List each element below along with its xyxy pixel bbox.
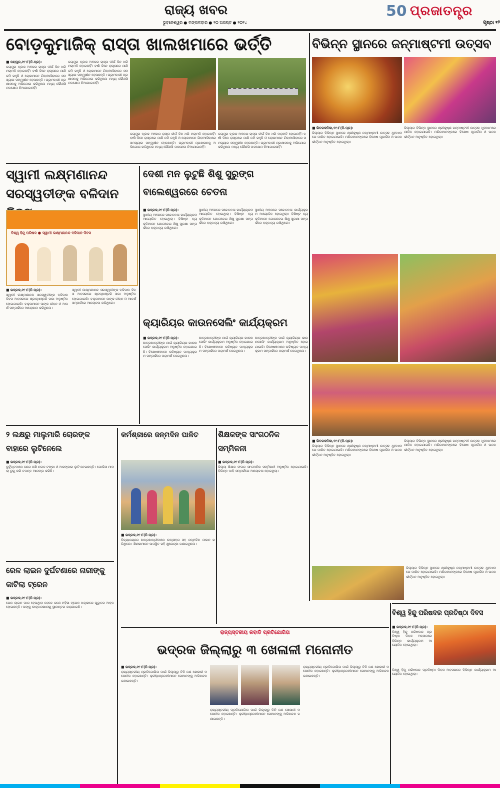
vhp-headline: ବିଶ୍ୱ ହିନ୍ଦୁ ପରିଷଦର ପ୍ରତିଷ୍ଠା ଦିବସ <box>392 610 484 617</box>
road-photo-2 <box>218 58 306 130</box>
vhp-photo <box>434 625 496 665</box>
vhp-top-rule <box>392 603 496 604</box>
mango-body-col2: ସ୍ଥାନୀୟ ଅଞ୍ଚଳରେ ସଚେତନତା କାର୍ଯ୍ୟକ୍ରମ ଆୟୋଜିତ ହୋଇଥିଲା। ବିଶିଷ୍ଟ ବ୍ୟକ୍ତିମାନେ ଯୋଗଦେଇ ଶିଶୁ ସୁରକ୍ଷା ସମ୍ପର୍କରେ ବକ୍ତବ୍ୟ ରଖିଥିଲେ। <box>199 208 253 225</box>
sports-body-col2: ରାଜ୍ୟସ୍ତରୀୟ ପ୍ରତିଯୋଗିତା ପାଇଁ ଜିଲ୍ଲାରୁ ତିନି ଜଣ ଖେଳାଳୀ ମନୋନୀତ ହୋଇଛନ୍ତି। କ୍ରୀଡ଼ାପ୍ରେମୀମାନେ ସେମାନଙ୍କୁ ଅଭିନନ୍ଦନ ଜଣାଇଛନ୍ତି। <box>210 708 300 721</box>
career-byline: ■ ଭଦ୍ରକ,୧୯।୮(ନି.ପ୍ର): <box>143 336 179 340</box>
karma-byline: ■ ଭଦ୍ରକ,୧୯।୮(ନି.ପ୍ର): <box>121 533 157 537</box>
teachers-divider <box>216 428 217 624</box>
mid-rule <box>6 425 308 426</box>
janmashtami-byline-2: ■ ଭିତରକନିକା,୧୯।୮(ନି.ପ୍ର): <box>312 439 354 443</box>
crime-headline: ୨ ଲକ୍ଷରୁ ମାଲୁମାରି ଚୋରଙ୍କ ବାହାରେ ଲୁଟିନେଲେ <box>6 430 90 453</box>
mango-headline: ଦେଶୀ ମନ ଲୁଟୁଛି ଶିଶୁ ସୁରୁଙ୍ଗ ବାଲେଶ୍ୱରରେ ଚେତନା <box>143 169 254 198</box>
teachers-headline: ଶିକ୍ଷକଙ୍କ ସାଂଗଠନିକ ସମ୍ମିଳନୀ <box>218 430 280 453</box>
masthead-rule <box>4 29 496 31</box>
swami-body-col1: ସ୍ୱାମୀ ଲକ୍ଷ୍ମଣାନନ୍ଦ ସରସ୍ୱତୀଙ୍କ ବଳିଦାନ ଦିବସ ଅବସରରେ ଶ୍ରଦ୍ଧାଞ୍ଜଳି ସଭା ଅନୁଷ୍ଠିତ ହୋଇଯାଇଛି। ବକ୍ତାମାନେ ତାଙ୍କ ଜୀବନ ଓ ଆଦର୍ଶ ସମ୍ପର୍କରେ ଆଲୋଚନା କରିଥିଲେ। <box>6 293 68 310</box>
sports-byline: ■ ଭଦ୍ରକ,୧୯।୮(ନି.ପ୍ର): <box>121 665 157 669</box>
janmashtami-photo-2 <box>404 57 496 123</box>
anniversary-logo: 50 <box>386 2 407 20</box>
masthead <box>0 0 500 30</box>
left-bottom-divider <box>117 428 118 784</box>
teachers-byline: ■ ଭଦ୍ରକ,୧୯।୮(ନି.ପ୍ର): <box>218 460 254 464</box>
road-body-col4: ଜୟପୁର ବ୍ଲକ ଅଞ୍ଚଳର ରାସ୍ତା ଦୀର୍ଘ ଦିନ ଧରି ମରାମତି ହୋଇନାହିଁ। ବର୍ଷା ଦିନେ ରାସ୍ତାରେ ପାଣି ଜମି ରହୁଛି ଓ ଲୋକମାନେ ଯିବାଆସିବାରେ ସମସ୍ୟାର ସମ୍ମୁଖୀନ ହେଉଛନ୍ତି। ଗ୍ରାମବାସୀ ପ୍ରଶାସନକୁ ଅଭିଯୋଗ କରିଥିଲେ ମଧ୍ୟ କୌଣସି ପଦକ୍ଷେପ ନିଆଯାଇନାହିଁ। <box>218 132 306 149</box>
road-photo <box>130 58 216 130</box>
sports-headline: ଭଦ୍ରକ ଜିଲ୍ଲାରୁ ୩ ଖେଳାଳୀ ମନୋନୀତ <box>157 643 353 658</box>
registration-bar <box>0 784 500 788</box>
road-byline: ■ ଜୟପୁର,୧୯।୮(ନି.ପ୍ର): <box>6 60 42 64</box>
sports-top-rule <box>121 627 389 628</box>
brand-logo: ପ୍ରଜାତନ୍ତ୍ର <box>410 4 473 19</box>
swami-divider <box>139 166 140 424</box>
swami-body-col2: ସ୍ୱାମୀ ଲକ୍ଷ୍ମଣାନନ୍ଦ ସରସ୍ୱତୀଙ୍କ ବଳିଦାନ ଦିବସ ଅବସରରେ ଶ୍ରଦ୍ଧାଞ୍ଜଳି ସଭା ଅନୁଷ୍ଠିତ ହୋଇଯାଇଛି। ବକ୍ତାମାନେ ତାଙ୍କ ଜୀବନ ଓ ଆଦର୍ଶ ସମ୍ପର୍କରେ ଆଲୋଚନା କରିଥିଲେ। <box>72 288 136 305</box>
karma-body: ବିଦ୍ୟାଳୟରେ ଛାତ୍ରଛାତ୍ରୀମାନେ ଉତ୍ସାହର ସହ ଜନ୍ମଦିନ ପାଳନ କରିଥିଲେ। ଶିକ୍ଷକମାନେ ଉପସ୍ଥିତ ରହି ଶୁଭେଚ୍ଛା ଜଣାଇଥିଲେ। <box>121 538 215 547</box>
career-headline: କ୍ୟାରିୟର କାଉନସେଲିଂ କାର୍ଯ୍ୟକ୍ରମ <box>143 318 288 329</box>
vhp-body-col1: ବିଶ୍ୱ ହିନ୍ଦୁ ପରିଷଦର ପ୍ରତିଷ୍ଠା ଦିବସ ଅବସରରେ ବିଭିନ୍ନ କାର୍ଯ୍ୟକ୍ରମ ଆୟୋଜିତ ହୋଇଥିଲା। <box>392 630 432 647</box>
swami-byline: ■ ଭଦ୍ରକ,୧୯।୮(ନି.ପ୍ର): <box>6 288 42 292</box>
crime-byline: ■ ଭଦ୍ରକ,୧୯।୮(ନି.ପ୍ର): <box>6 460 42 464</box>
sports-kicker: ରାଜ୍ୟସ୍ତରୀୟ କବାଡି ପ୍ରତିଯୋଗିତା <box>220 630 290 636</box>
janmashtami-photo-4 <box>400 254 496 362</box>
right-column-divider <box>309 33 310 601</box>
career-body-col1: ଛାତ୍ରଛାତ୍ରୀଙ୍କ ପାଇଁ କ୍ୟାରିୟର କାଉନସେଲିଂ କାର୍ଯ୍ୟକ୍ରମ ଅନୁଷ୍ଠିତ ହୋଇଯାଇଛି। ବିଶେଷଜ୍ଞମାନେ ଭବିଷ୍ୟତ ପାଠ୍ୟକ୍ରମ ସମ୍ପର୍କରେ ପରାମର୍ଶ ଦେଇଥିଲେ। <box>143 341 197 358</box>
janmashtami-headline: ବିଭିନ୍ନ ସ୍ଥାନରେ ଜନ୍ମାଷ୍ଟମୀ ଉତ୍ସବ <box>312 36 492 51</box>
janmashtami-byline: ■ ଭିତରକନିକା,୧୯।୮(ନି.ପ୍ର): <box>312 126 354 130</box>
sports-body-col3: ରାଜ୍ୟସ୍ତରୀୟ ପ୍ରତିଯୋଗିତା ପାଇଁ ଜିଲ୍ଲାରୁ ତିନି ଜଣ ଖେଳାଳୀ ମନୋନୀତ ହୋଇଛନ୍ତି। କ୍ରୀଡ଼ାପ୍ରେମୀମାନେ ସେମାନଙ୍କୁ ଅଭିନନ୍ଦନ ଜଣାଇଛନ୍ତି। <box>303 665 389 678</box>
page-number: ପୃଷ୍ଠା ୧୨ <box>483 21 500 26</box>
vhp-body-col2: ବିଶ୍ୱ ହିନ୍ଦୁ ପରିଷଦର ପ୍ରତିଷ୍ଠା ଦିବସ ଅବସରରେ ବିଭିନ୍ନ କାର୍ଯ୍ୟକ୍ରମ ଆୟୋଜିତ ହୋଇଥିଲା। <box>392 668 496 677</box>
rail-byline: ■ ଭଦ୍ରକ,୧୯।୮(ନି.ପ୍ର): <box>6 596 42 600</box>
karma-photo <box>121 460 215 530</box>
swami-banner-photo <box>6 210 138 286</box>
janmashtami-body-col5: ଜିଲ୍ଲାର ବିଭିନ୍ନ ସ୍ଥାନରେ ଶ୍ରୀକୃଷ୍ଣ ଜନ୍ମାଷ୍ଟମୀ ଉତ୍ସବ ଧୁମଧାମରେ ପାଳିତ ହୋଇଯାଇଛି। ମନ୍ଦିରମାନଙ୍କରେ ବିଶେଷ ପୂଜାର୍ଚ୍ଚନା ଓ ଭଜନ କୀର୍ତ୍ତନ ଅନୁଷ୍ଠିତ ହୋଇଥିଲା। <box>406 566 496 579</box>
crime-body: ଦୁର୍ବୃତ୍ତମାନେ ଘରେ ପଶି ନଗଦ ଟଙ୍କା ଓ ଅଳଙ୍କାର ଲୁଟି ନେଇଛନ୍ତି। ପୋଲିସ ମାମଲା ରୁଜୁ କରି ତଦନ୍ତ ଆରମ୍ଭ କରିଛି। <box>6 465 114 474</box>
career-body-col3: ଛାତ୍ରଛାତ୍ରୀଙ୍କ ପାଇଁ କ୍ୟାରିୟର କାଉନସେଲିଂ କାର୍ଯ୍ୟକ୍ରମ ଅନୁଷ୍ଠିତ ହୋଇଯାଇଛି। ବିଶେଷଜ୍ଞମାନେ ଭବିଷ୍ୟତ ପାଠ୍ୟକ୍ରମ ସମ୍ପର୍କରେ ପରାମର୍ଶ ଦେଇଥିଲେ। <box>255 336 308 353</box>
swami-banner-text: ବିଶ୍ୱ ହିନ୍ଦୁ ପରିଷଦ ● ସ୍ୱାମୀ ଲକ୍ଷ୍ମଣାନନ୍ଦ ବଳିଦାନ ଦିବସ <box>11 231 91 235</box>
karma-headline: କର୍ମଶ୍ରୀରେ ଜନ୍ମଦିନ ପାଳିତ <box>121 431 199 439</box>
mango-byline: ■ ଭଦ୍ରକ,୧୯।୮(ନି.ପ୍ର): <box>143 208 179 212</box>
janmashtami-photo-1 <box>312 57 402 123</box>
janmashtami-body-col2: ଜିଲ୍ଲାର ବିଭିନ୍ନ ସ୍ଥାନରେ ଶ୍ରୀକୃଷ୍ଣ ଜନ୍ମାଷ୍ଟମୀ ଉତ୍ସବ ଧୁମଧାମରେ ପାଳିତ ହୋଇଯାଇଛି। ମନ୍ଦିରମାନଙ୍କରେ ବିଶେଷ ପୂଜାର୍ଚ୍ଚନା ଓ ଭଜନ କୀର୍ତ୍ତନ ଅନୁଷ୍ଠିତ ହୋଇଥିଲା। <box>404 126 496 139</box>
sports-body-col1: ରାଜ୍ୟସ୍ତରୀୟ ପ୍ରତିଯୋଗିତା ପାଇଁ ଜିଲ୍ଲାରୁ ତିନି ଜଣ ଖେଳାଳୀ ମନୋନୀତ ହୋଇଛନ୍ତି। କ୍ରୀଡ଼ାପ୍ରେମୀମାନେ ସେମାନଙ୍କୁ ଅଭିନନ୍ଦନ ଜଣାଇଛନ୍ତି। <box>121 670 207 683</box>
rail-headline: ରେଳ ଲାଇନ ଦୁର୍ଘଟଣାରେ ନାରୀଙ୍କୁ କାଟିଲା ଟ୍ରେନ <box>6 566 105 589</box>
section-title: ରାଜ୍ୟ ଖବର <box>164 3 228 18</box>
sports-player-photo-1 <box>210 665 238 705</box>
mango-body-col1: ସ୍ଥାନୀୟ ଅଞ୍ଚଳରେ ସଚେତନତା କାର୍ଯ୍ୟକ୍ରମ ଆୟୋଜିତ ହୋଇଥିଲା। ବିଶିଷ୍ଟ ବ୍ୟକ୍ତିମାନେ ଯୋଗଦେଇ ଶିଶୁ ସୁରକ୍ଷା ସମ୍ପର୍କରେ ବକ୍ତବ୍ୟ ରଖିଥିଲେ। <box>143 213 197 230</box>
vhp-divider <box>390 603 391 784</box>
road-body-col3: ଜୟପୁର ବ୍ଲକ ଅଞ୍ଚଳର ରାସ୍ତା ଦୀର୍ଘ ଦିନ ଧରି ମରାମତି ହୋଇନାହିଁ। ବର୍ଷା ଦିନେ ରାସ୍ତାରେ ପାଣି ଜମି ରହୁଛି ଓ ଲୋକମାନେ ଯିବାଆସିବାରେ ସମସ୍ୟାର ସମ୍ମୁଖୀନ ହେଉଛନ୍ତି। ଗ୍ରାମବାସୀ ପ୍ରଶାସନକୁ ଅଭିଯୋଗ କରିଥିଲେ ମଧ୍ୟ କୌଣସି ପଦକ୍ଷେପ ନିଆଯାଇନାହିଁ। <box>130 132 216 149</box>
crime-rule <box>6 561 114 562</box>
career-body-col2: ଛାତ୍ରଛାତ୍ରୀଙ୍କ ପାଇଁ କ୍ୟାରିୟର କାଉନସେଲିଂ କାର୍ଯ୍ୟକ୍ରମ ଅନୁଷ୍ଠିତ ହୋଇଯାଇଛି। ବିଶେଷଜ୍ଞମାନେ ଭବିଷ୍ୟତ ପାଠ୍ୟକ୍ରମ ସମ୍ପର୍କରେ ପରାମର୍ଶ ଦେଇଥିଲେ। <box>199 336 253 353</box>
janmashtami-photo-3 <box>312 254 398 362</box>
teachers-body: ଜିଲ୍ଲା ଶିକ୍ଷକ ସଂଘର ସାଂଗଠନିକ ସମ୍ମିଳନୀ ଅନୁଷ୍ଠିତ ହୋଇଯାଇଛି। ବିଭିନ୍ନ ଦାବି ସମ୍ପର୍କରେ ଆଲୋଚନା ହୋଇଥିଲା। <box>218 465 308 474</box>
swami-headline-line1: ସ୍ୱାମୀ ଲକ୍ଷ୍ମଣାନନ୍ଦ ସରସ୍ୱତୀଙ୍କ ବଳିଦାନ <box>6 168 119 202</box>
janmashtami-body-col1: ଜିଲ୍ଲାର ବିଭିନ୍ନ ସ୍ଥାନରେ ଶ୍ରୀକୃଷ୍ଣ ଜନ୍ମାଷ୍ଟମୀ ଉତ୍ସବ ଧୁମଧାମରେ ପାଳିତ ହୋଇଯାଇଛି। ମନ୍ଦିରମାନଙ୍କରେ ବିଶେଷ ପୂଜାର୍ଚ୍ଚନା ଓ ଭଜନ କୀର୍ତ୍ତନ ଅନୁଷ୍ଠିତ ହୋଇଥିଲା। <box>312 131 402 144</box>
janmashtami-body-col4: ଜିଲ୍ଲାର ବିଭିନ୍ନ ସ୍ଥାନରେ ଶ୍ରୀକୃଷ୍ଣ ଜନ୍ମାଷ୍ଟମୀ ଉତ୍ସବ ଧୁମଧାମରେ ପାଳିତ ହୋଇଯାଇଛି। ମନ୍ଦିରମାନଙ୍କରେ ବିଶେଷ ପୂଜାର୍ଚ୍ଚନା ଓ ଭଜନ କୀର୍ତ୍ତନ ଅନୁଷ୍ଠିତ ହୋଇଥିଲା। <box>404 439 496 452</box>
mango-body-col3: ସ୍ଥାନୀୟ ଅଞ୍ଚଳରେ ସଚେତନତା କାର୍ଯ୍ୟକ୍ରମ ଆୟୋଜିତ ହୋଇଥିଲା। ବିଶିଷ୍ଟ ବ୍ୟକ୍ତିମାନେ ଯୋଗଦେଇ ଶିଶୁ ସୁରକ୍ଷା ସମ୍ପର୍କରେ ବକ୍ତବ୍ୟ ରଖିଥିଲେ। <box>255 208 308 225</box>
sports-player-photo-3 <box>272 665 300 705</box>
vhp-byline: ■ ଭଦ୍ରକ,୧୯।୮(ନି.ପ୍ର): <box>392 625 428 629</box>
road-headline: ବୋଡ଼କୁମାଜିକ୍ ରାସ୍ତା ଖାଲଖମାରେ ଭର୍ତ୍ତି <box>6 35 272 55</box>
road-rule <box>6 163 308 164</box>
road-body-col2: ଜୟପୁର ବ୍ଲକ ଅଞ୍ଚଳର ରାସ୍ତା ଦୀର୍ଘ ଦିନ ଧରି ମରାମତି ହୋଇନାହିଁ। ବର୍ଷା ଦିନେ ରାସ୍ତାରେ ପାଣି ଜମି ରହୁଛି ଓ ଲୋକମାନେ ଯିବାଆସିବାରେ ସମସ୍ୟାର ସମ୍ମୁଖୀନ ହେଉଛନ୍ତି। ଗ୍ରାମବାସୀ ପ୍ରଶାସନକୁ ଅଭିଯୋଗ କରିଥିଲେ ମଧ୍ୟ କୌଣସି ପଦକ୍ଷେପ ନିଆଯାଇନାହିଁ। <box>68 60 128 86</box>
rail-body: ରେଳ ଲାଇନ ପାର ହେଉଥିବା ବେଳେ ଜଣେ ମହିଳା ଟ୍ରେନ ଧକ୍କାରେ ଗୁରୁତର ଆହତ ହୋଇଛନ୍ତି। ତାଙ୍କୁ ଡାକ୍ତରଖାନାକୁ ସ୍ଥାନାନ୍ତର କରାଯାଇଛି। <box>6 601 114 610</box>
dateline: ଭୁବନେଶ୍ୱର ● ମଙ୍ଗଳବାର ● ୨୦ ଅଗଷ୍ଟ ● ୨୦୨୪ <box>162 20 248 25</box>
janmashtami-photo-5 <box>312 364 496 436</box>
sports-player-photo-2 <box>241 665 269 705</box>
janmashtami-body-col3: ଜିଲ୍ଲାର ବିଭିନ୍ନ ସ୍ଥାନରେ ଶ୍ରୀକୃଷ୍ଣ ଜନ୍ମାଷ୍ଟମୀ ଉତ୍ସବ ଧୁମଧାମରେ ପାଳିତ ହୋଇଯାଇଛି। ମନ୍ଦିରମାନଙ୍କରେ ବିଶେଷ ପୂଜାର୍ଚ୍ଚନା ଓ ଭଜନ କୀର୍ତ୍ତନ ଅନୁଷ୍ଠିତ ହୋଇଥିଲା। <box>312 444 402 457</box>
janmashtami-photo-6 <box>312 566 404 600</box>
road-body-col1: ଜୟପୁର ବ୍ଲକ ଅଞ୍ଚଳର ରାସ୍ତା ଦୀର୍ଘ ଦିନ ଧରି ମରାମତି ହୋଇନାହିଁ। ବର୍ଷା ଦିନେ ରାସ୍ତାରେ ପାଣି ଜମି ରହୁଛି ଓ ଲୋକମାନେ ଯିବାଆସିବାରେ ସମସ୍ୟାର ସମ୍ମୁଖୀନ ହେଉଛନ୍ତି। ଗ୍ରାମବାସୀ ପ୍ରଶାସନକୁ ଅଭିଯୋଗ କରିଥିଲେ ମଧ୍ୟ କୌଣସି ପଦକ୍ଷେପ ନିଆଯାଇନାହିଁ। <box>6 65 66 91</box>
